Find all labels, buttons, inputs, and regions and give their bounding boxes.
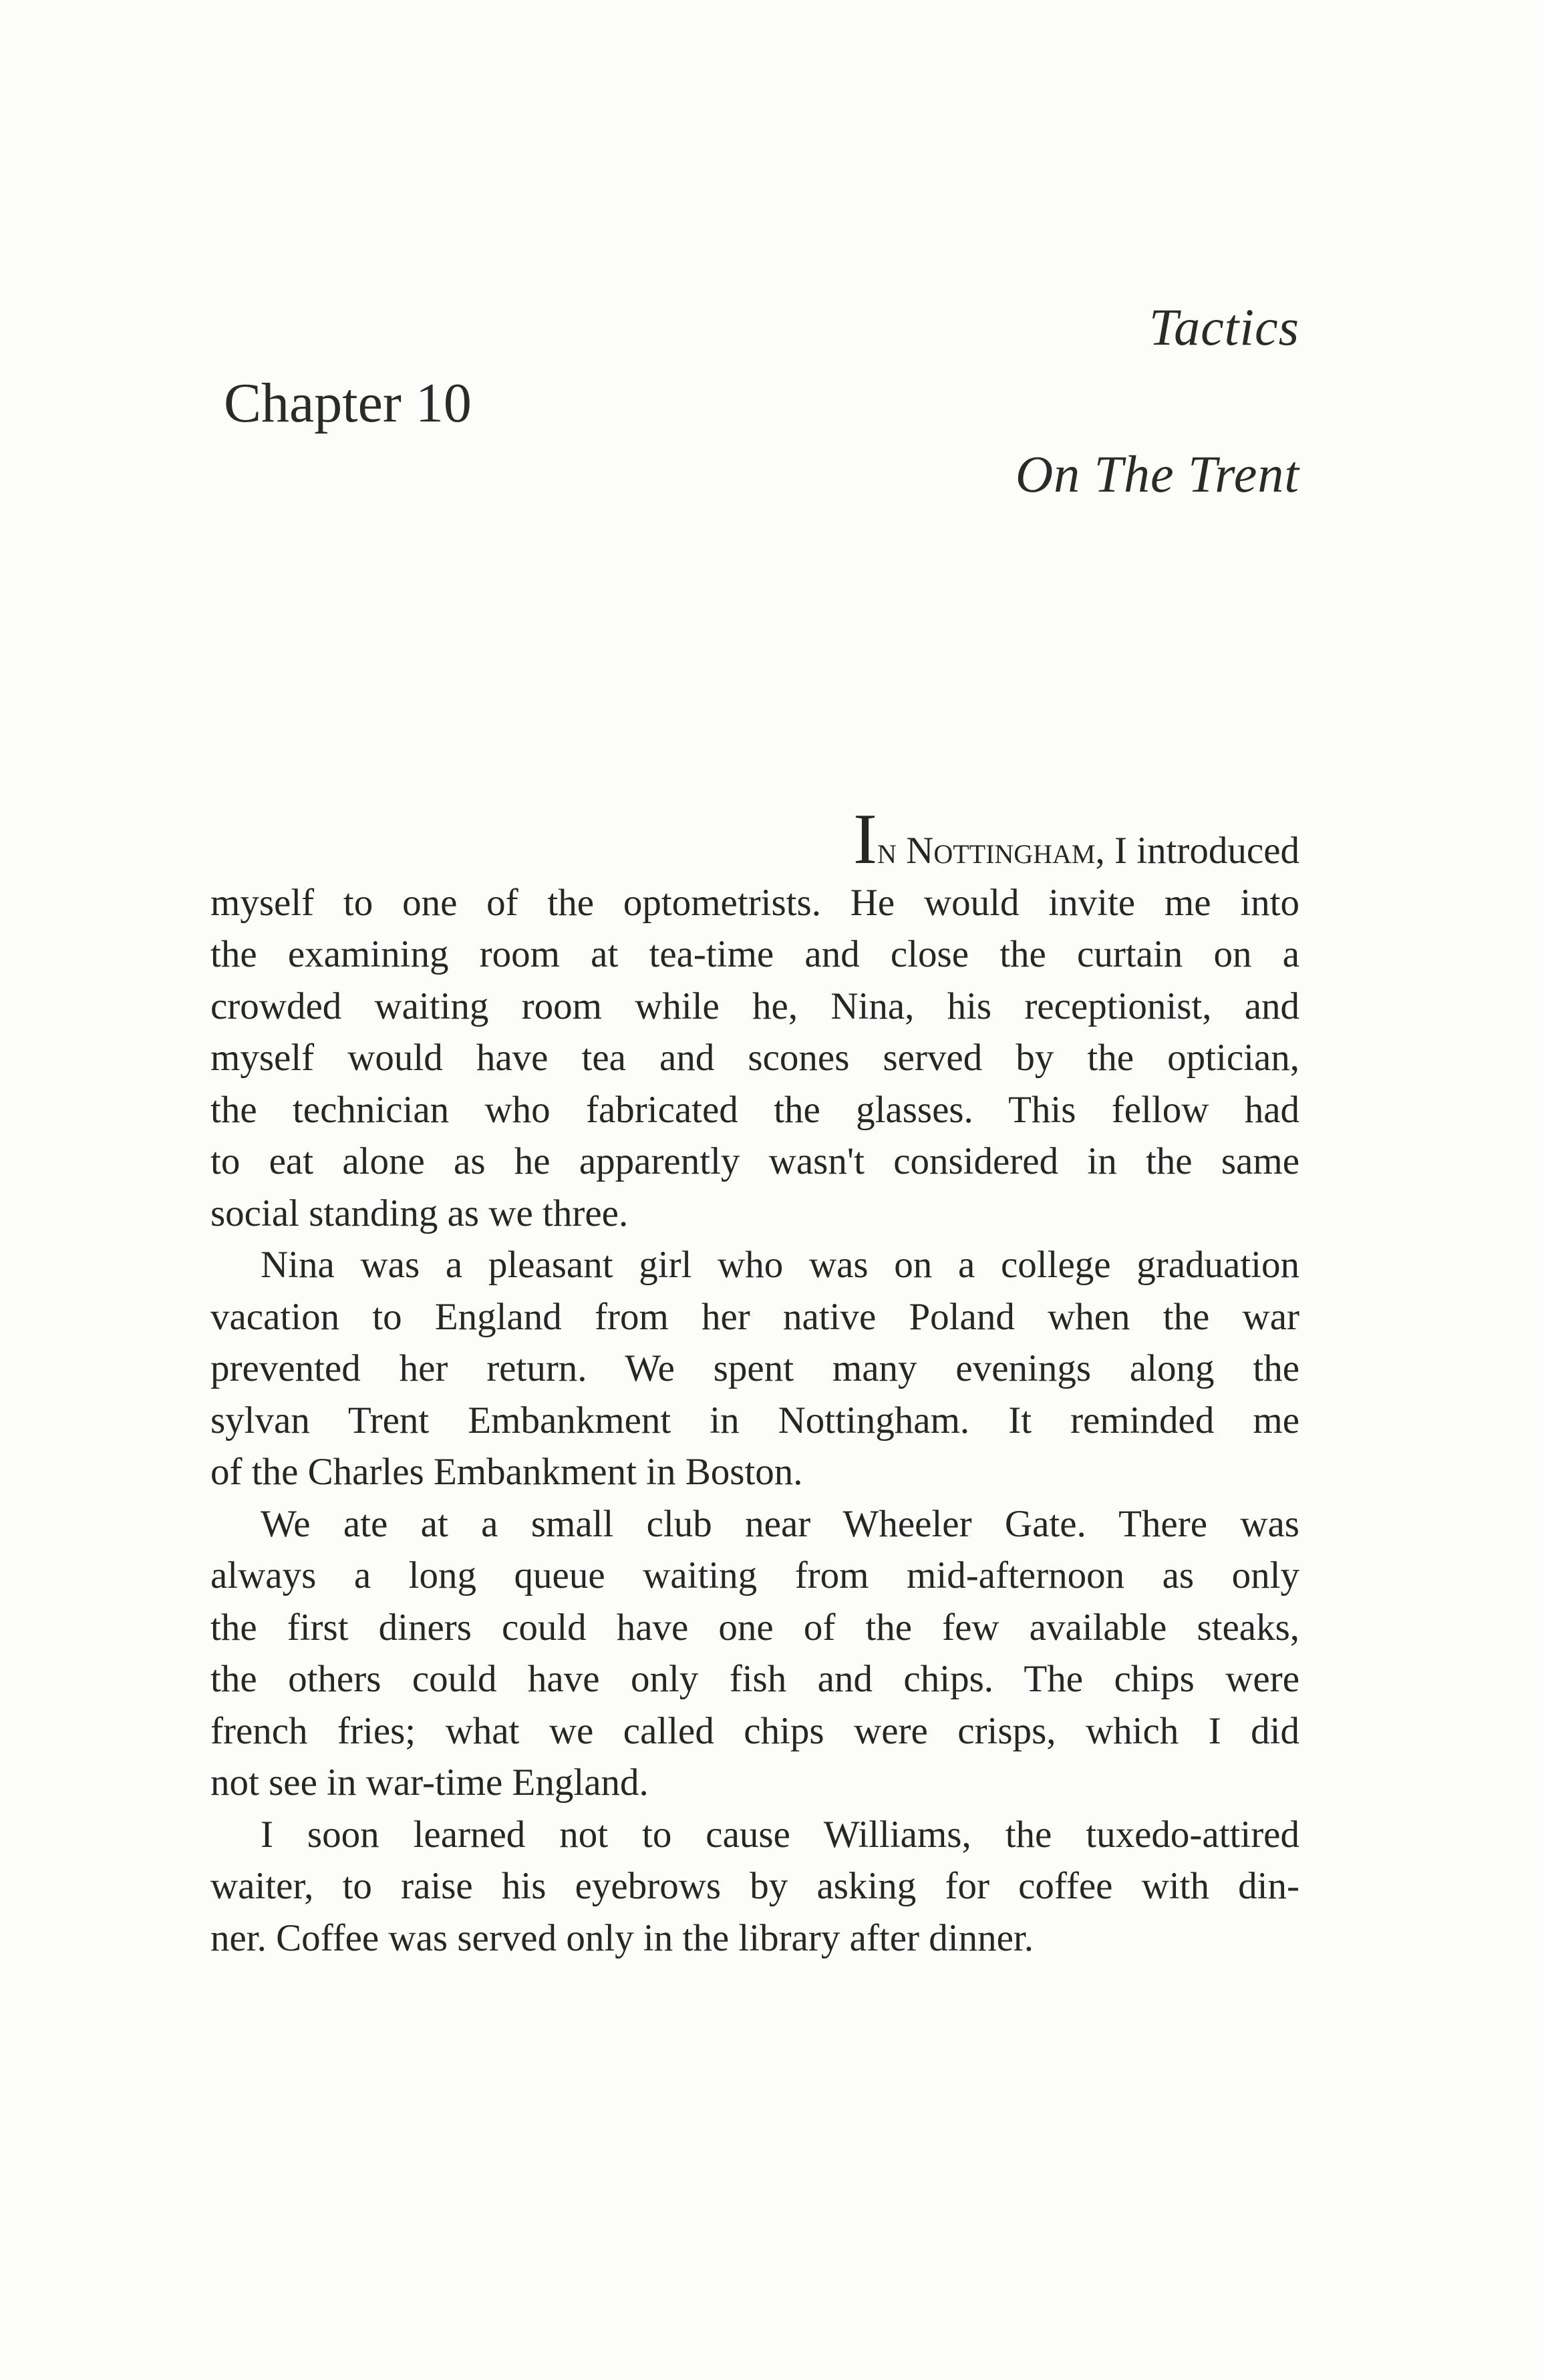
text-line: crowded waiting room while he, Nina, his receptionist, and (210, 985, 1299, 1027)
chapter-body (210, 800, 1299, 1964)
paragraph (210, 1498, 1299, 1809)
chapter-title: On The Trent (1015, 445, 1299, 503)
text-line: myself would have tea and scones served by the optician, (210, 1037, 1299, 1079)
text-line: waiter, to raise his eyebrows by asking for coffee with din- (210, 1865, 1299, 1907)
text-line: vacation to England from her native Poland when the war (210, 1295, 1299, 1338)
text-line: not see in war-time England. (210, 1761, 649, 1804)
text-line: We ate at a small club near Wheeler Gate. There was (261, 1502, 1299, 1545)
part-title: Tactics (1148, 298, 1299, 356)
text-line: ner. Coffee was served only in the library after dinner. (210, 1916, 1034, 1959)
text-line: prevented her return. We spent many evenings along the (210, 1347, 1299, 1389)
opening-small-caps: n Nottingham, (877, 830, 1105, 872)
text-line: Nina was a pleasant girl who was on a college graduation (261, 1244, 1299, 1286)
text-line: the examining room at tea-time and close the curtain on a (210, 933, 1299, 975)
text-line: the others could have only fish and chips. The chips were (210, 1658, 1299, 1700)
paragraph (210, 1809, 1299, 1965)
drop-cap-initial: I (853, 800, 878, 879)
text-line: I soon learned not to cause Williams, the tuxedo-attired (261, 1813, 1299, 1856)
paragraph (210, 877, 1299, 1240)
text-line: french fries; what we called chips were crisps, which I did (210, 1709, 1299, 1752)
text-line: social standing as we three. (210, 1192, 629, 1234)
paragraph (210, 1239, 1299, 1498)
chapter-label: Chapter 10 (224, 372, 472, 434)
opening-line (210, 800, 1299, 879)
text-line: always a long queue waiting from mid-afternoon as only (210, 1554, 1299, 1596)
text-line: sylvan Trent Embankment in Nottingham. It reminded me (210, 1399, 1299, 1441)
text-line: the technician who fabricated the glasses. This fellow had (210, 1088, 1299, 1131)
text-line: of the Charles Embankment in Boston. (210, 1451, 803, 1493)
opening-line-rest: I introduced (1104, 830, 1299, 872)
text-line: myself to one of the optometrists. He would invite me into (210, 881, 1299, 924)
text-line: to eat alone as he apparently wasn't considered in the same (210, 1140, 1299, 1182)
text-line: the first diners could have one of the few available steaks, (210, 1606, 1299, 1649)
paragraphs (210, 877, 1299, 1965)
